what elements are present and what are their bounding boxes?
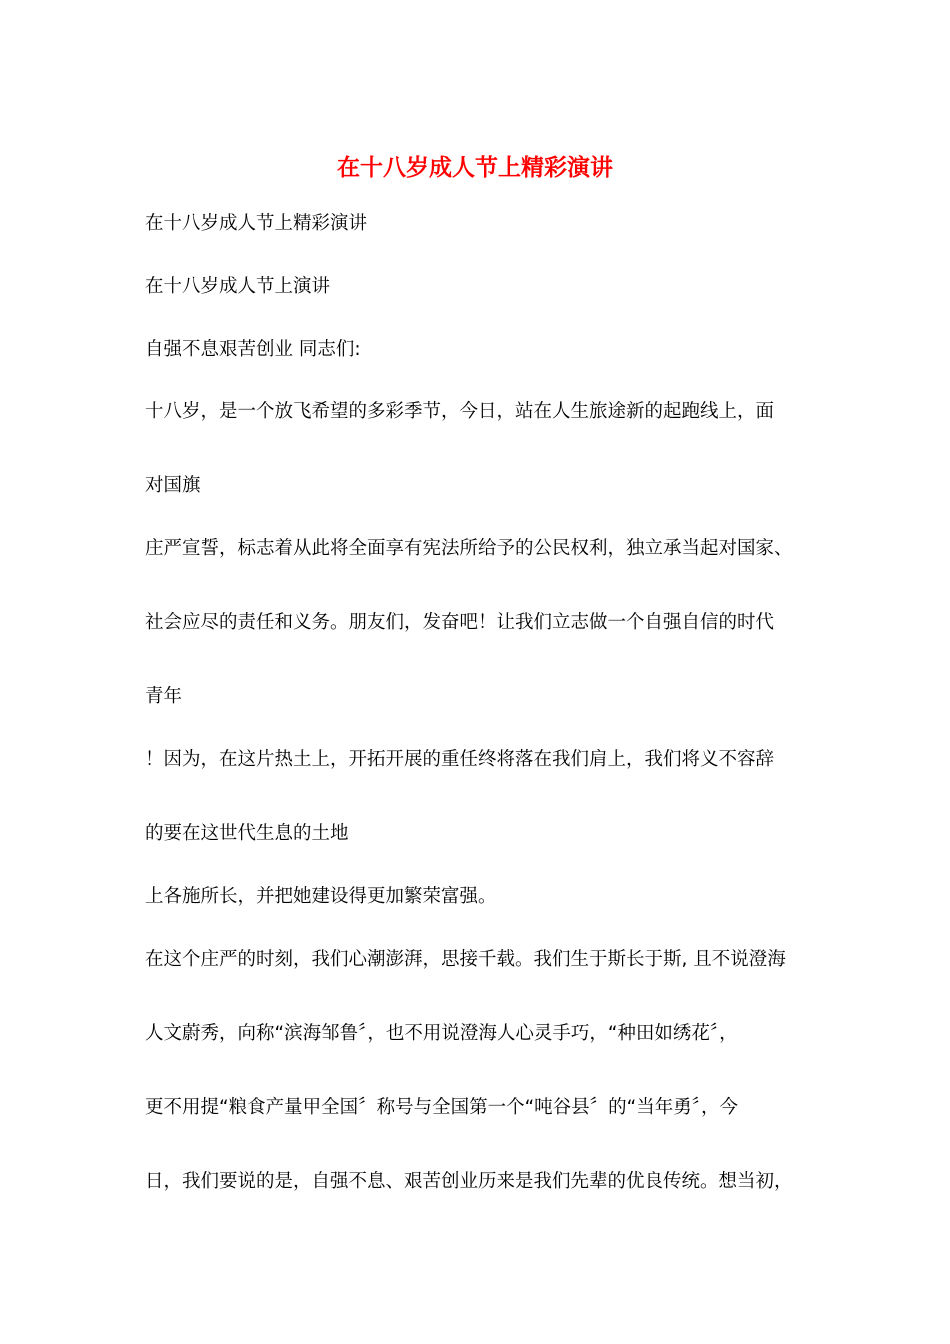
paragraph-line: 社会应尽的责任和义务。朋友们，发奋吧！让我们立志做一个自强自信的时代 [145,612,775,633]
paragraph-line: 的要在这世代生息的土地 [145,823,349,844]
paragraph-line: 在十八岁成人节上演讲 [145,276,331,297]
paragraph-line: ！因为，在这片热土上，开拓开展的重任终将落在我们肩上，我们将义不容辞 [145,749,775,770]
paragraph-line: 上各施所长，并把她建设得更加繁荣富强。 [145,886,497,907]
document-title: 在十八岁成人节上精彩演讲 [337,154,613,181]
paragraph-line: 更不用提“粮食产量甲全国〞称号与全国第一个“吨谷县〞的“当年勇〞，今 [145,1097,739,1118]
paragraph-line: 对国旗 [145,475,201,496]
paragraph-line: 青年 [145,686,183,707]
paragraph-line: 自强不息艰苦创业 同志们: [145,339,361,360]
paragraph-line: 十八岁，是一个放飞希望的多彩季节，今日，站在人生旅途新的起跑线上，面 [145,401,775,422]
paragraph-line: 庄严宣誓，标志着从此将全面享有宪法所给予的公民权利，独立承当起对国家、 [145,538,793,559]
paragraph-line: 日，我们要说的是，自强不息、艰苦创业历来是我们先辈的优良传统。想当初， [145,1171,793,1192]
paragraph-line: 在十八岁成人节上精彩演讲 [145,213,368,234]
paragraph-line: 在这个庄严的时刻，我们心潮澎湃，思接千载。我们生于斯长于斯, 且不说澄海 [145,949,786,970]
paragraph-line: 人文蔚秀，向称“滨海邹鲁〞，也不用说澄海人心灵手巧，“种田如绣花〞， [145,1023,738,1044]
